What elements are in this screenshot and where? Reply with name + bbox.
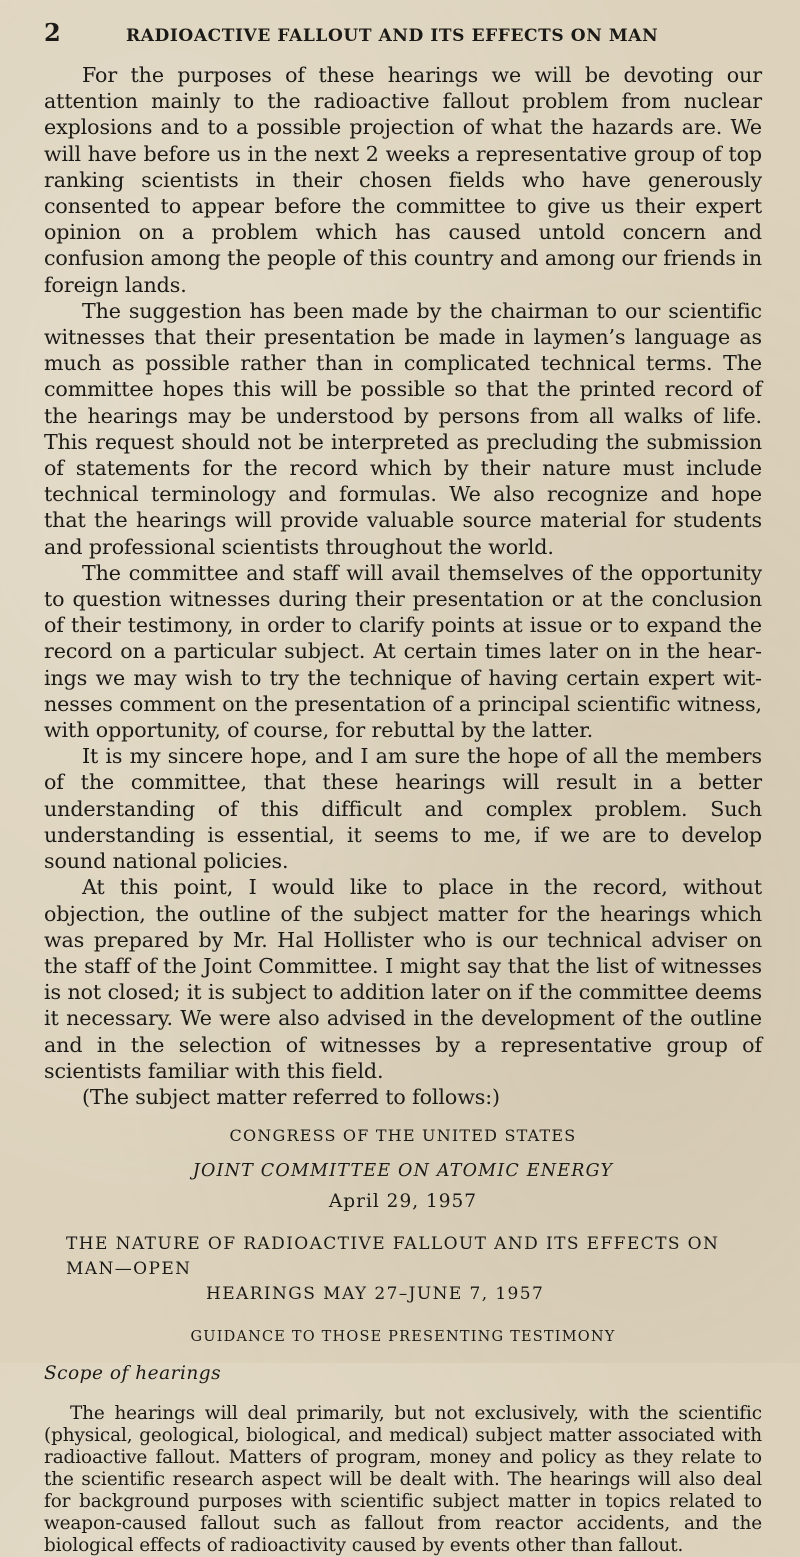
body-text (44, 62, 762, 1110)
page-header (44, 18, 762, 52)
paragraph-6: (The subject matter referred to follows:) (82, 1084, 500, 1109)
paragraph-5: At this point, I would like to place in the record, without objection, the outline of the subject matter for the hearings which was prepared by Mr. Hal Hollister who is our technical adviser on the staff of the Joint Committee. I might say that the list of witnesses is not closed; it is subject to addition later on if the committee deems it necessary. We were also advised in the development of the outline and in the selection of witnesses by a representative group of scientists familiar with this field. (44, 875, 762, 1083)
outline-date: April 29, 1957 (328, 1191, 478, 1213)
paragraph-4: It is my sincere hope, and I am sure the hope of all the members of the committee, that these hearings will result in a better understanding of this difficult and complex problem. Such understanding is essential, it seems to me, if we are to develop sound national policies. (44, 744, 762, 874)
paragraph-3: The committee and staff will avail themselves of the opportunity to question witnesses during their presentation or at the conclusion of their testimony, in order to clarify points at issue or to expand the record on a particular subject. At certain times later on in the hearings we may wish to try the technique of having certain expert witnesses comment on the presentation of a principal scientific witness, with opportunity, of course, for rebuttal by the latter. (44, 560, 762, 743)
page-number: 2 (44, 18, 61, 47)
paragraph-1: For the purposes of these hearings we will be devoting our attention mainly to the radioactive fallout problem from nuclear explosions and to a possible projection of what the hazards are. We will have before us in the next 2 weeks a representative group of top ranking scientists in their chosen fields who have generously consented to appear before the committee to give us their expert opinion on a problem which has caused untold concern and confusion among the people of this country and among our friends in foreign lands. (44, 63, 762, 297)
scope-paragraph: The hearings will deal primarily, but not exclusively, with the scientific (physical, geological, biological, and medical) subject matter associated with radioactive fallout. Matters of program, money and policy as they relate to the scientific research aspect will be dealt with. The hearings will also deal for background purposes with scientific subject matter in topics related to weapon-caused fallout such as fallout from reactor accidents, and the biological effects of radioactivity caused by events other than fallout. (44, 1402, 762, 1556)
paragraph-2: The suggestion has been made by the chairman to our scientific witnesses that their presentation be made in laymen’s language as much as possible rather than in complicated technical terms. The committee hopes this will be possible so that the printed record of the hearings may be understood by persons from all walks of life. This request should not be interpreted as precluding the submission of statements for the record which by their nature must include technical terminology and formulas. We also recognize and hope that the hearings will provide valuable source material for students and professional scientists throughout the world. (44, 298, 762, 559)
scope-heading: Scope of hearings (44, 1363, 222, 1385)
outline-section (44, 1126, 762, 1557)
running-head: RADIOACTIVE FALLOUT AND ITS EFFECTS ON MAN (126, 26, 659, 46)
committee-heading: JOINT COMMITTEE ON ATOMIC ENERGY (192, 1161, 614, 1182)
hearings-title-line-2: HEARINGS MAY 27–JUNE 7, 1957 (206, 1284, 545, 1305)
congress-heading: CONGRESS OF THE UNITED STATES (229, 1126, 577, 1146)
hearings-title (44, 1232, 762, 1307)
hearings-title-line-1: THE NATURE OF RADIOACTIVE FALLOUT AND ITS EFFECTS ON MAN—OPEN (66, 1234, 720, 1280)
guidance-heading: GUIDANCE TO THOSE PRESENTING TESTIMONY (190, 1329, 616, 1346)
